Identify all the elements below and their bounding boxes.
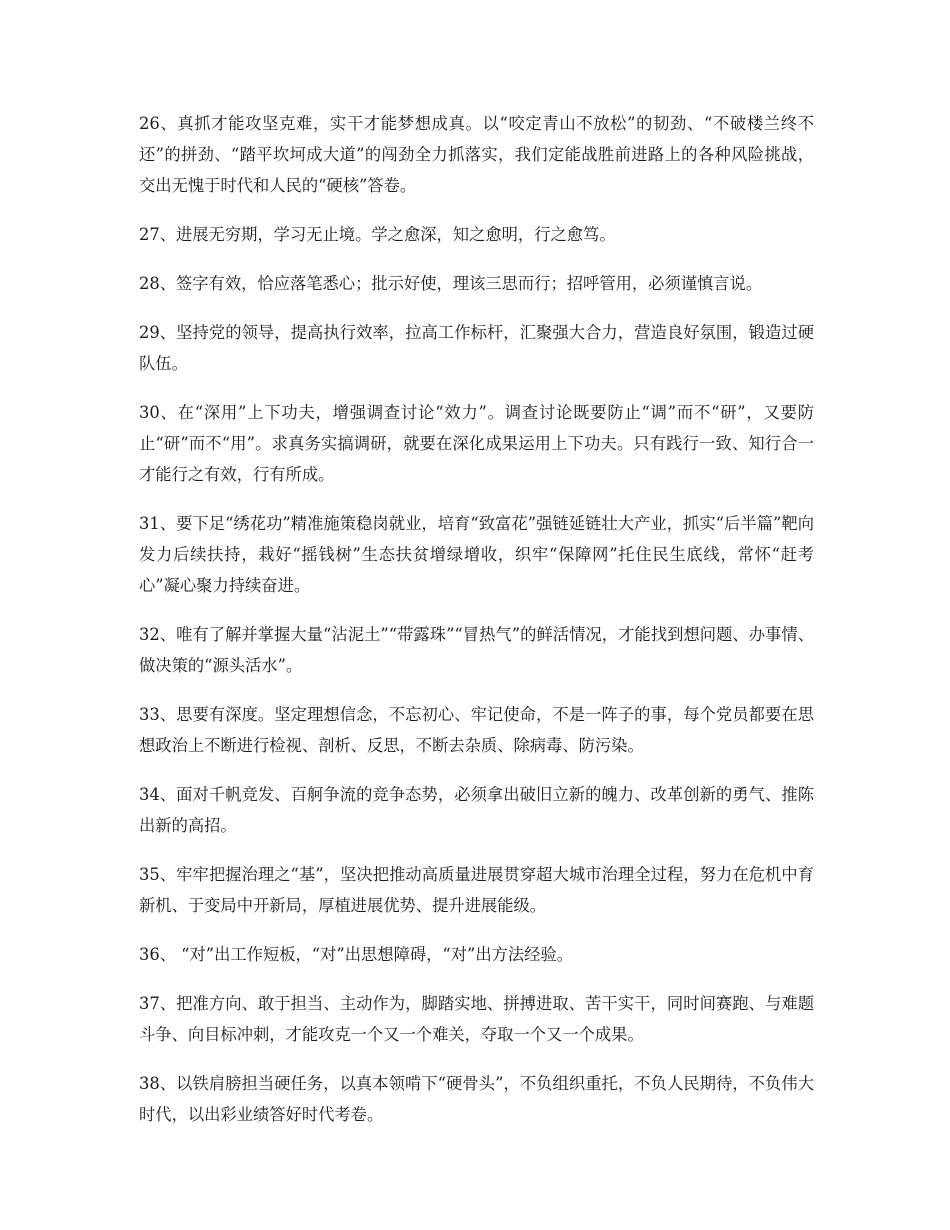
paragraph-30: 30、在“深用”上下功夫，增强调查讨论“效力”。调查讨论既要防止“调”而不“研”，又要防止“研”而不“用”。求真务实搞调研，就要在深化成果运用上下功夫。只有践行一致、知行合一才能行之有效，行有所成。 (139, 403, 814, 484)
paragraph-33: 33、思要有深度。坚定理想信念，不忘初心、牢记使命，不是一阵子的事，每个党员都要在思想政治上不断进行检视、剖析、反思，不断去杂质、除病毒、防污染。 (139, 705, 814, 755)
paragraph-31: 31、要下足“绣花功”精准施策稳岗就业，培育“致富花”强链延链壮大产业，抓实“后半篇”靶向发力后续扶持，栽好“摇钱树”生态扶贫增绿增收，织牢“保障网”托住民生底线，常怀“赶考心”凝心聚力持续奋进。 (139, 514, 814, 595)
paragraph-28: 28、签字有效，恰应落笔悉心；批示好使，理该三思而行；招呼管用，必须谨慎言说。 (139, 274, 763, 293)
paragraph-34: 34、面对千帆竞发、百舸争流的竞争态势，必须拿出破旧立新的魄力、改革创新的勇气、推陈出新的高招。 (139, 785, 814, 835)
paragraph-26: 26、真抓才能攻坚克难，实干才能梦想成真。以“咬定青山不放松”的韧劲、“不破楼兰终不还”的拼劲、“踏平坎坷成大道”的闯劲全力抓落实，我们定能战胜前进路上的各种风险挑战，交出无愧于时代和人民的“硬核”答卷。 (139, 114, 814, 195)
paragraph-35: 35、牢牢把握治理之“基”，坚决把推动高质量进展贯穿超大城市治理全过程，努力在危机中育新机、于变局中开新局，厚植进展优势、提升进展能级。 (139, 865, 814, 915)
paragraph-36: 36、 “对”出工作短板，“对”出思想障碍，“对”出方法经验。 (139, 945, 574, 964)
paragraph-37: 37、把准方向、敢于担当、主动作为，脚踏实地、拼搏进取、苦干实干，同时间赛跑、与难题斗争、向目标冲刺，才能攻克一个又一个难关，夺取一个又一个成果。 (139, 994, 814, 1044)
paragraph-38: 38、以铁肩膀担当硬任务，以真本领啃下“硬骨头”，不负组织重托，不负人民期待，不负伟大时代，以出彩业绩答好时代考卷。 (139, 1074, 814, 1124)
paragraph-27: 27、进展无穷期，学习无止境。学之愈深，知之愈明，行之愈笃。 (139, 225, 616, 244)
paragraph-32: 32、唯有了解并掌握大量“沾泥土”“带露珠”“冒热气”的鲜活情况，才能找到想问题、办事情、做决策的“源头活水”。 (139, 625, 814, 675)
paragraph-29: 29、坚持党的领导，提高执行效率，拉高工作标杆，汇聚强大合力，营造良好氛围，锻造过硬队伍。 (139, 323, 814, 373)
document-body (139, 108, 814, 1148)
